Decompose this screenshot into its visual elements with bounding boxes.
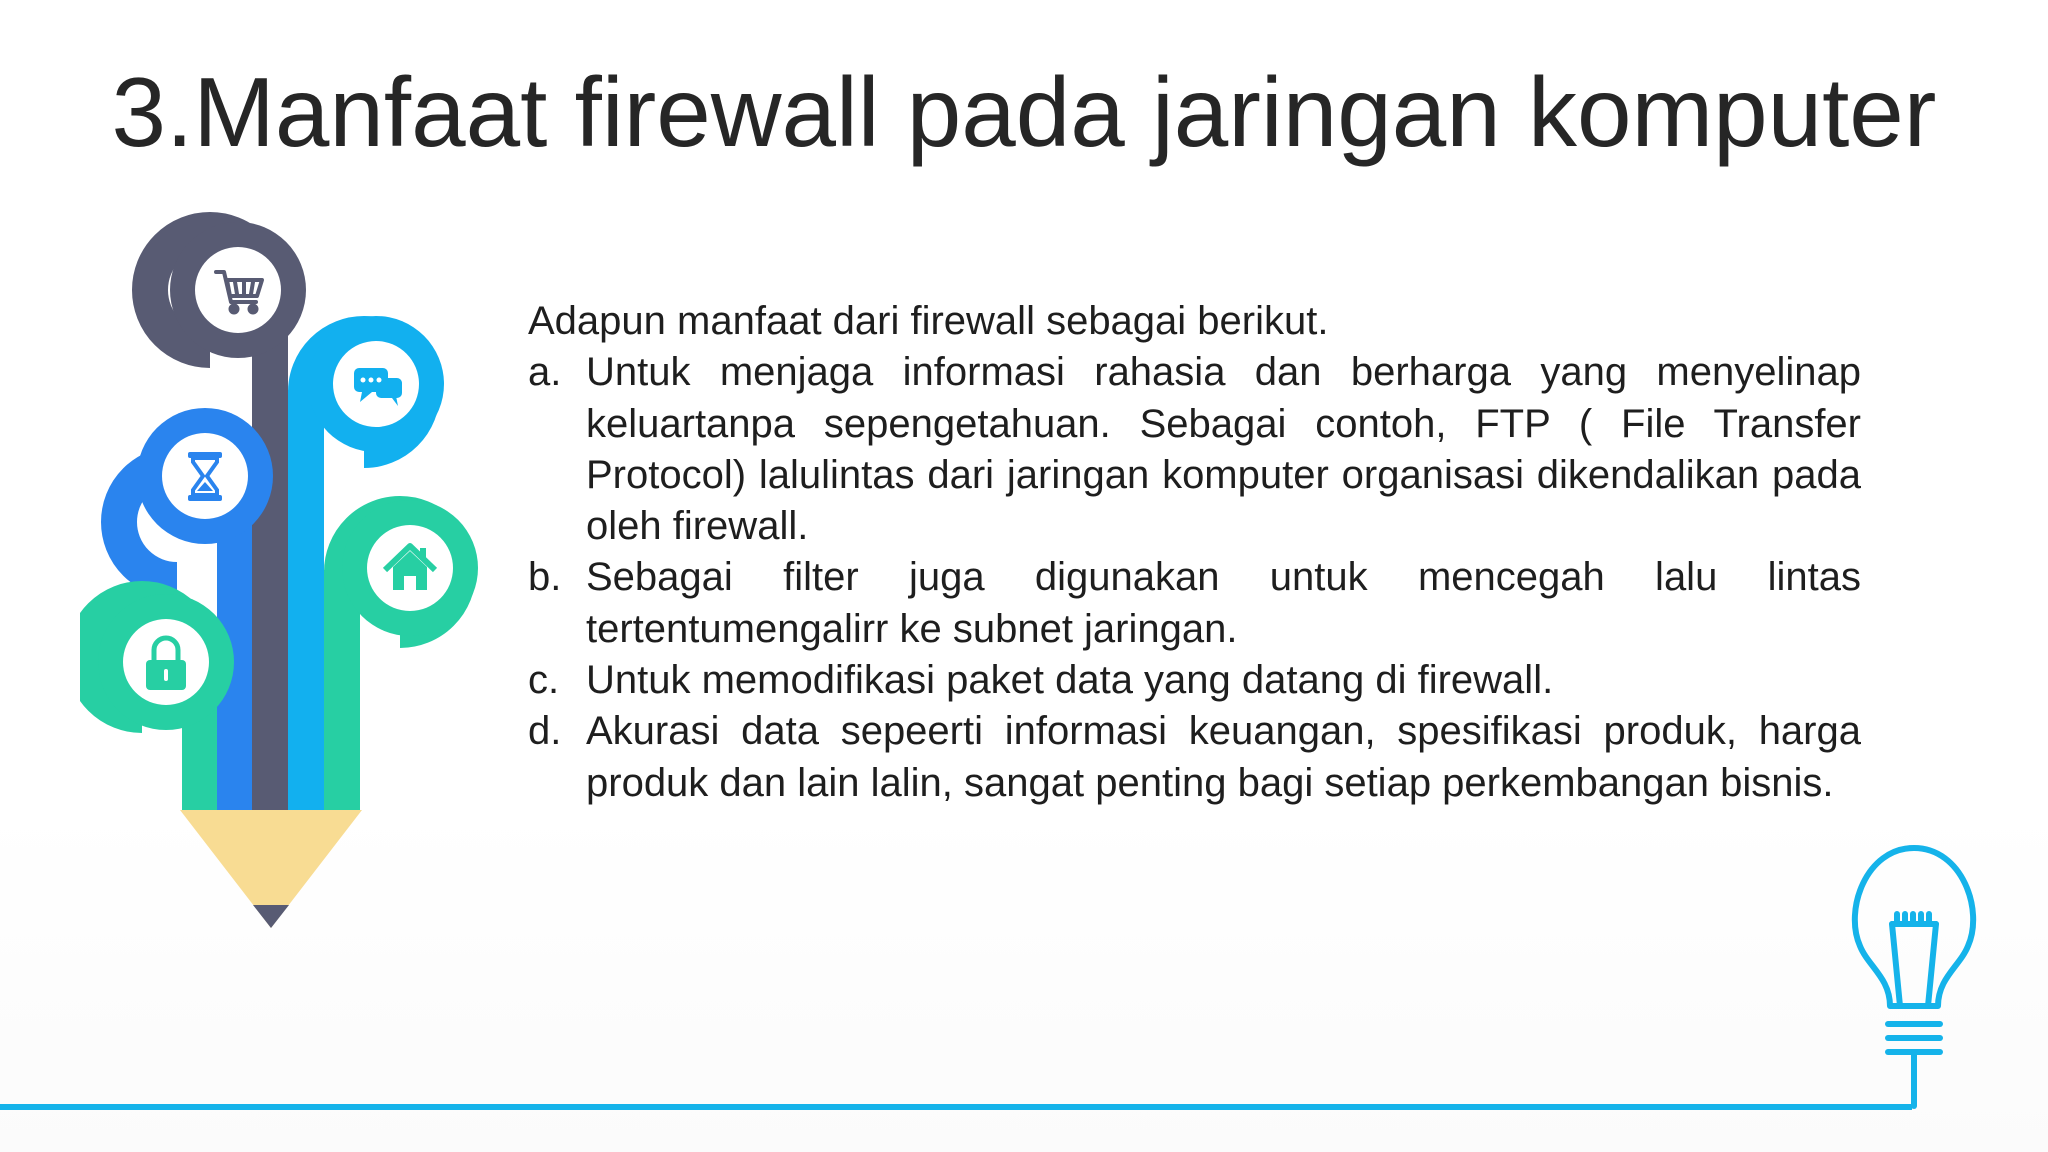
list-marker: c. <box>528 658 560 703</box>
pencil-lead <box>253 905 289 928</box>
list-item <box>528 655 1861 706</box>
pencil-infographic <box>80 210 500 950</box>
list-item-text: Untuk menjaga informasi rahasia dan berharga yang menyelinap keluartanpa sepengetahuan. Sebagai contoh, FTP ( File Transfer Protocol) lalulintas dari jaringan komputer organisasi dikendalikan pada oleh firewall. <box>586 350 1861 549</box>
list-marker: a. <box>528 350 562 395</box>
list-marker: d. <box>528 709 562 754</box>
intro-text: Adapun manfaat dari firewall sebagai berikut. <box>528 299 1329 343</box>
list-item-text: Akurasi data sepeerti informasi keuangan, spesifikasi produk, harga produk dan lain lalin, sangat penting bagi setiap perkembangan bisnis. <box>586 709 1861 805</box>
bottom-accent-line <box>0 1104 1912 1110</box>
benefits-list <box>528 347 1861 809</box>
slide-title: 3.Manfaat firewall pada jaringan komputer <box>111 57 1937 167</box>
list-item-text: Untuk memodifikasi paket data yang datang di firewall. <box>586 658 1554 703</box>
content-body <box>528 296 1861 809</box>
list-item <box>528 347 1861 552</box>
list-marker: b. <box>528 555 562 600</box>
list-item <box>528 706 1861 809</box>
list-item-text: Sebagai filter juga digunakan untuk mencegah lalu lintas tertentumengalirr ke subnet jaringan. <box>586 555 1861 651</box>
lightbulb-icon <box>1834 838 1994 1113</box>
list-item <box>528 552 1861 655</box>
